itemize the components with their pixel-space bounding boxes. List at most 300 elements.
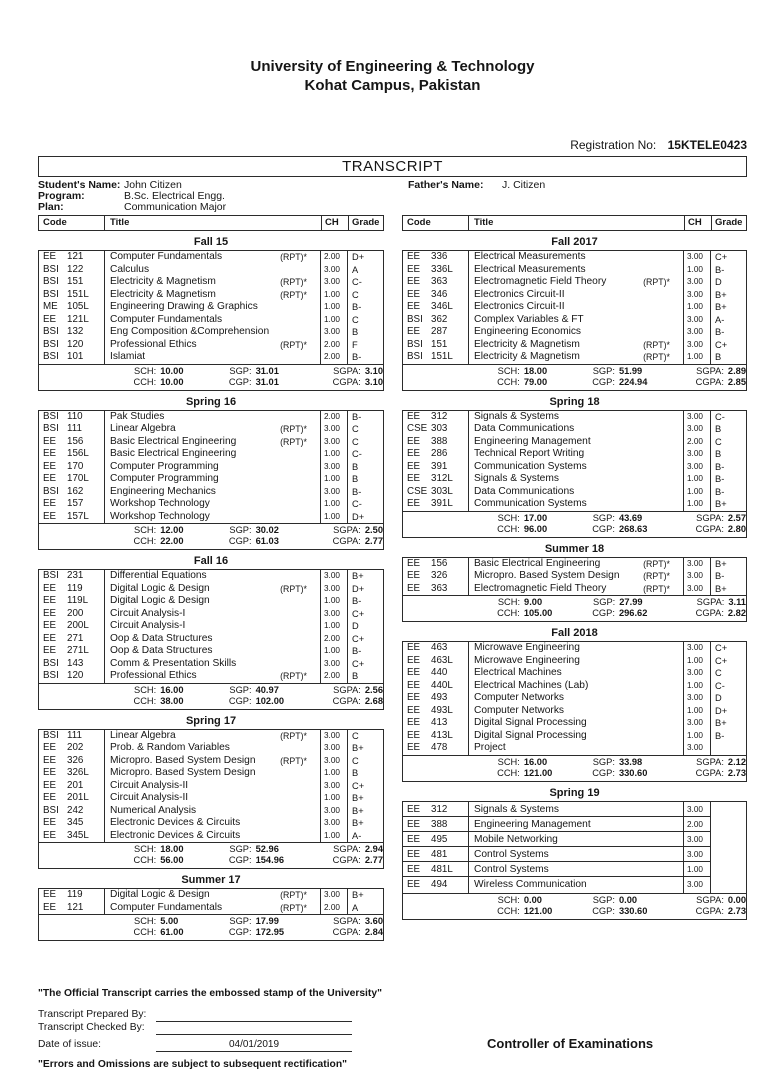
course-grade: A (352, 264, 359, 275)
summary-value: 2.80 (727, 523, 747, 534)
course-number: 312 (431, 803, 448, 815)
summary-label: CGP: (592, 523, 615, 534)
course-row (403, 436, 746, 449)
plan-label: Plan: (38, 201, 64, 213)
course-grade: B+ (352, 743, 364, 753)
course-title: Electrical Machines (469, 667, 684, 680)
course-code (39, 633, 105, 646)
course-row (403, 642, 746, 655)
course-row (39, 608, 383, 621)
course-title: Electricity & Magnetism (RPT)* (469, 339, 684, 352)
course-credit-hours: 3.00 (321, 570, 348, 583)
summary-value: 96.00 (523, 523, 548, 534)
course-dept: BSI (43, 263, 59, 275)
course-code (39, 498, 105, 511)
course-credit-hours: 3.00 (684, 583, 711, 596)
course-grade: B+ (352, 805, 364, 816)
course-grade: B+ (715, 499, 727, 509)
course-title: Circuit Analysis-II (105, 792, 321, 805)
summary-line (39, 536, 383, 547)
course-title: Basic Electrical Engineering (RPT)* (469, 558, 684, 571)
course-number: 271L (67, 645, 89, 656)
course-number: 120 (67, 338, 84, 350)
course-code (403, 301, 469, 314)
summary-label: CGP: (592, 905, 615, 916)
course-dept: BSI (43, 570, 59, 581)
course-credit-hours: 3.00 (684, 326, 711, 339)
course-title: Communication Systems (469, 498, 684, 511)
course-row (39, 780, 383, 793)
course-grade: C+ (352, 633, 365, 644)
course-title: Circuit Analysis-II (105, 780, 321, 793)
course-table (38, 729, 384, 844)
prepared-by-row (38, 1009, 747, 1022)
course-credit-hours: 3.00 (321, 730, 348, 743)
right-semesters (402, 236, 747, 920)
course-code (403, 802, 469, 817)
course-grade (711, 802, 746, 817)
course-code (39, 461, 105, 474)
summary-label: CGPA: (332, 927, 361, 937)
course-credit-hours: 3.00 (684, 423, 711, 436)
course-grade: D (715, 277, 722, 287)
course-code (39, 730, 105, 743)
course-row (403, 667, 746, 680)
course-title: Circuit Analysis-I (105, 608, 321, 621)
course-title: Islamiat (105, 351, 321, 364)
course-number: 336 (431, 251, 448, 262)
semester-summary (38, 523, 384, 550)
course-dept: BSI (407, 351, 423, 362)
course-number: 391L (431, 498, 453, 509)
course-row (39, 742, 383, 755)
summary-value: 3.60 (364, 916, 383, 926)
summary-line (39, 377, 383, 388)
course-title: Signals & Systems (469, 473, 684, 486)
summary-value: 18.00 (160, 844, 184, 854)
course-dept: EE (43, 767, 57, 778)
controller-of-examinations: Controller of Examinations (487, 1036, 654, 1051)
summary-label: SGPA: (333, 525, 361, 535)
summary-value: 2.77 (364, 855, 383, 865)
course-code (403, 642, 469, 655)
summary-label: CGP: (228, 376, 252, 387)
course-code (403, 705, 469, 718)
course-title: Oop & Data Structures (105, 645, 321, 658)
repeat-flag: (RPT)* (280, 277, 307, 287)
course-code (39, 645, 105, 658)
checked-by-label: Transcript Checked By: (38, 1022, 145, 1033)
course-code (39, 436, 105, 449)
course-dept: EE (407, 435, 421, 447)
summary-label: SCH: (134, 365, 157, 376)
summary-line (403, 768, 746, 779)
summary-value: 105.00 (523, 608, 553, 618)
course-dept: EE (407, 849, 421, 861)
column-header-row (38, 215, 384, 231)
course-credit-hours: 2.00 (684, 817, 711, 832)
summary-line (403, 895, 746, 906)
course-dept: EE (407, 879, 421, 891)
summary-label: SGP: (592, 512, 615, 523)
course-title: Computer Programming (105, 461, 321, 474)
course-dept: EE (43, 754, 57, 766)
course-row (39, 583, 383, 596)
course-number: 119 (67, 889, 83, 900)
father-name-label: Father's Name: (408, 179, 484, 191)
course-code (403, 264, 469, 277)
university-name: University of Engineering & Technology (250, 58, 535, 75)
course-number: 362 (431, 313, 448, 325)
course-dept: BSI (43, 326, 59, 337)
course-table (402, 641, 747, 756)
course-grade: C+ (352, 608, 365, 619)
course-row (39, 902, 383, 915)
course-credit-hours: 3.00 (684, 558, 711, 571)
repeat-flag: (RPT)* (643, 339, 670, 350)
course-number: 105L (67, 301, 89, 312)
course-dept: EE (407, 570, 421, 581)
course-credit-hours: 3.00 (321, 486, 348, 499)
summary-label: CCH: (133, 376, 157, 387)
summary-line (403, 377, 746, 388)
course-row (39, 276, 383, 289)
summary-value: 31.01 (255, 365, 279, 376)
summary-value: 79.00 (523, 376, 548, 387)
course-number: 326 (431, 570, 448, 581)
course-grade: C (352, 436, 359, 447)
course-row (403, 423, 746, 436)
course-row (403, 351, 746, 364)
course-title: Complex Variables & FT (469, 314, 684, 327)
summary-value: 17.00 (523, 512, 548, 523)
course-dept: EE (43, 889, 57, 900)
course-row (403, 461, 746, 474)
course-dept: EE (43, 460, 57, 472)
course-code (39, 448, 105, 461)
course-number: 119 (67, 582, 83, 594)
course-dept: EE (43, 901, 57, 913)
course-row (39, 595, 383, 608)
course-title: Digital Logic & Design (105, 595, 321, 608)
course-code (39, 830, 105, 843)
left-column (38, 215, 384, 941)
course-code (39, 326, 105, 339)
code-header: Code (403, 216, 469, 230)
summary-value: 10.00 (160, 376, 184, 387)
repeat-flag: (RPT)* (643, 571, 670, 581)
course-grade: D+ (715, 705, 728, 716)
course-dept: BSI (43, 288, 59, 300)
summary-label: CGPA: (695, 376, 724, 387)
course-title: Calculus (105, 264, 321, 277)
course-dept: BSI (43, 729, 59, 741)
course-credit-hours: 2.00 (321, 411, 348, 424)
semester-section (402, 396, 747, 538)
course-number: 413 (431, 717, 448, 728)
summary-value: 0.00 (618, 894, 638, 905)
course-title: Digital Logic & Design (RPT)* (105, 583, 321, 596)
course-dept: EE (407, 410, 421, 422)
summary-value: 2.94 (364, 844, 383, 854)
course-code (39, 817, 105, 830)
summary-label: CCH: (497, 905, 520, 916)
summary-line (39, 525, 383, 536)
repeat-flag: (RPT)* (280, 890, 307, 900)
course-number: 463L (431, 654, 453, 666)
course-table (38, 410, 384, 525)
course-dept: EE (407, 692, 421, 703)
course-credit-hours: 3.00 (321, 461, 348, 474)
summary-label: SGPA: (696, 365, 724, 376)
course-dept: EE (407, 717, 421, 728)
summary-line (403, 608, 746, 619)
summary-line (39, 844, 383, 855)
transcript-title: TRANSCRIPT (38, 156, 747, 177)
course-row (403, 655, 746, 668)
father-name-value: J. Citizen (502, 179, 546, 191)
semester-summary (402, 595, 747, 622)
semester-title: Spring 19 (549, 786, 600, 799)
course-title: Computer Fundamentals (105, 314, 321, 327)
course-dept: EE (407, 326, 421, 337)
course-credit-hours: 1.00 (321, 498, 348, 511)
course-number: 156 (431, 557, 448, 569)
course-number: 156 (67, 435, 84, 447)
summary-value: 16.00 (160, 684, 184, 695)
course-credit-hours: 1.00 (321, 645, 348, 658)
course-dept: EE (407, 704, 421, 716)
summary-label: CGPA: (695, 523, 724, 534)
column-header-row (402, 215, 747, 231)
course-dept: EE (407, 473, 421, 484)
course-grade: C- (352, 277, 362, 287)
course-dept: EE (407, 729, 421, 741)
course-title: Electricity & Magnetism (RPT)* (469, 351, 684, 364)
summary-label: SGP: (229, 844, 252, 854)
course-code (39, 792, 105, 805)
course-code (39, 339, 105, 352)
course-table (402, 557, 747, 597)
course-dept: EE (43, 632, 57, 644)
course-title: Pak Studies (105, 411, 321, 424)
course-title: Data Communications (469, 423, 684, 436)
course-row (403, 448, 746, 461)
course-credit-hours: 1.00 (684, 730, 711, 743)
summary-label: SGP: (593, 597, 616, 607)
course-code (39, 742, 105, 755)
course-row (39, 805, 383, 818)
course-code (39, 423, 105, 436)
course-row (39, 411, 383, 424)
course-number: 231 (67, 570, 84, 581)
repeat-flag: (RPT)* (280, 730, 307, 741)
course-credit-hours: 3.00 (684, 570, 711, 583)
course-credit-hours: 3.00 (684, 461, 711, 474)
course-credit-hours: 3.00 (321, 423, 348, 436)
course-grade: D (352, 621, 359, 631)
summary-value: 52.96 (255, 844, 279, 854)
summary-label: SGPA: (696, 894, 724, 905)
course-number: 157L (67, 510, 89, 522)
course-credit-hours: 3.00 (321, 326, 348, 339)
course-number: 121 (67, 251, 84, 262)
course-dept: EE (43, 607, 57, 619)
course-number: 121 (67, 901, 84, 913)
course-row (403, 473, 746, 486)
course-row (39, 755, 383, 768)
official-stamp-note: "The Official Transcript carries the embossed stamp of the University" (38, 988, 382, 999)
summary-value: 61.03 (255, 536, 279, 546)
course-title: Microwave Engineering (469, 642, 684, 655)
course-number: 271 (67, 632, 84, 644)
course-title: Computer Networks (469, 692, 684, 705)
course-code (39, 755, 105, 768)
course-title: Linear Algebra (RPT)* (105, 730, 321, 743)
course-code (403, 680, 469, 693)
course-dept: EE (407, 448, 421, 459)
course-number: 303L (431, 485, 453, 497)
course-row (403, 558, 746, 571)
summary-value: 121.00 (523, 905, 553, 916)
summary-value: 33.98 (618, 756, 643, 767)
repeat-flag: (RPT)* (643, 583, 670, 594)
course-dept: BSI (43, 276, 59, 287)
course-credit-hours: 3.00 (684, 832, 711, 847)
course-credit-hours: 2.00 (321, 902, 348, 915)
course-code (403, 742, 469, 755)
course-row (39, 511, 383, 524)
repeat-flag: (RPT)* (280, 755, 307, 766)
course-dept: EE (407, 667, 421, 678)
course-table (38, 569, 384, 684)
course-row (39, 767, 383, 780)
summary-value: 5.00 (160, 916, 179, 926)
summary-line (403, 513, 746, 524)
course-title: Professional Ethics (RPT)* (105, 670, 321, 683)
course-title: Electronic Devices & Circuits (105, 830, 321, 843)
course-grade: B- (352, 411, 362, 422)
course-title: Oop & Data Structures (105, 633, 321, 646)
course-row (39, 830, 383, 843)
summary-line (39, 855, 383, 866)
title-header: Title (105, 216, 322, 230)
course-title: Electronics Circuit-II (469, 289, 684, 302)
course-number: 120 (67, 670, 84, 681)
semester-title: Fall 2018 (551, 627, 598, 639)
course-row (39, 658, 383, 671)
course-grade: B+ (352, 793, 364, 803)
course-row (403, 680, 746, 693)
course-number: 493 (431, 692, 448, 703)
course-title: Workshop Technology (105, 511, 321, 524)
summary-label: SGPA: (333, 365, 361, 376)
course-credit-hours: 2.00 (321, 251, 348, 264)
course-code (403, 486, 469, 499)
course-credit-hours: 1.00 (684, 680, 711, 693)
course-code (39, 251, 105, 264)
summary-value: 0.00 (727, 894, 747, 905)
course-dept: EE (407, 582, 421, 594)
summary-line (403, 757, 746, 768)
course-code (39, 314, 105, 327)
summary-label: CCH: (133, 695, 157, 706)
prepared-by-label: Transcript Prepared By: (38, 1009, 147, 1020)
course-grade: B- (715, 264, 725, 275)
course-credit-hours: 3.00 (321, 889, 348, 902)
course-row (403, 583, 746, 596)
course-dept: CSE (407, 423, 428, 434)
left-semesters (38, 236, 384, 941)
course-grade: D+ (352, 252, 365, 262)
summary-value: 2.12 (727, 756, 747, 767)
course-dept: EE (43, 582, 57, 594)
course-credit-hours: 3.00 (321, 780, 348, 793)
course-grade (711, 847, 746, 862)
course-credit-hours: 1.00 (684, 498, 711, 511)
course-dept: EE (43, 435, 57, 447)
summary-value: 268.63 (618, 523, 648, 534)
summary-value: 31.01 (255, 376, 279, 387)
course-number: 157 (67, 498, 84, 509)
course-grade: B (352, 461, 359, 472)
course-grade: B+ (352, 890, 364, 900)
course-title: Signals & Systems (469, 411, 684, 424)
repeat-flag: (RPT)* (280, 339, 307, 350)
course-credit-hours: 3.00 (684, 411, 711, 424)
semester-summary (402, 893, 747, 920)
course-row (39, 314, 383, 327)
course-title: Differential Equations (105, 570, 321, 583)
student-name-value: John Citizen (124, 179, 182, 191)
course-row (39, 817, 383, 830)
course-credit-hours: 1.00 (321, 301, 348, 314)
summary-label: CCH: (133, 927, 157, 937)
course-dept: BSI (43, 670, 59, 681)
course-dept: EE (43, 829, 57, 841)
course-title: Signals & Systems (469, 802, 684, 817)
summary-value: 30.02 (255, 525, 279, 535)
course-credit-hours: 3.00 (321, 658, 348, 671)
date-of-issue-value: 04/01/2019 (156, 1039, 352, 1052)
grade-header: Grade (352, 217, 380, 228)
course-title: Computer Networks (469, 705, 684, 718)
summary-value: 2.89 (727, 365, 747, 376)
course-credit-hours: 3.00 (321, 742, 348, 755)
course-row (39, 620, 383, 633)
course-grade: B (352, 327, 359, 337)
course-dept: EE (407, 557, 421, 569)
summary-value: 51.99 (618, 365, 643, 376)
course-grade: C (352, 730, 359, 741)
summary-line (39, 366, 383, 377)
course-dept: BSI (407, 313, 423, 325)
course-credit-hours: 3.00 (321, 583, 348, 596)
ch-header: CH (685, 216, 712, 230)
summary-value: 2.82 (727, 608, 747, 618)
repeat-flag: (RPT)* (643, 277, 670, 287)
course-number: 202 (67, 742, 84, 753)
course-code (39, 805, 105, 818)
course-grade (711, 817, 746, 832)
course-number: 346 (431, 288, 448, 300)
course-credit-hours: 3.00 (684, 289, 711, 302)
course-number: 151L (67, 288, 89, 300)
course-title: Digital Logic & Design (RPT)* (105, 889, 321, 902)
course-grade (711, 877, 746, 892)
summary-value: 296.62 (618, 608, 648, 618)
course-grade (711, 742, 746, 755)
